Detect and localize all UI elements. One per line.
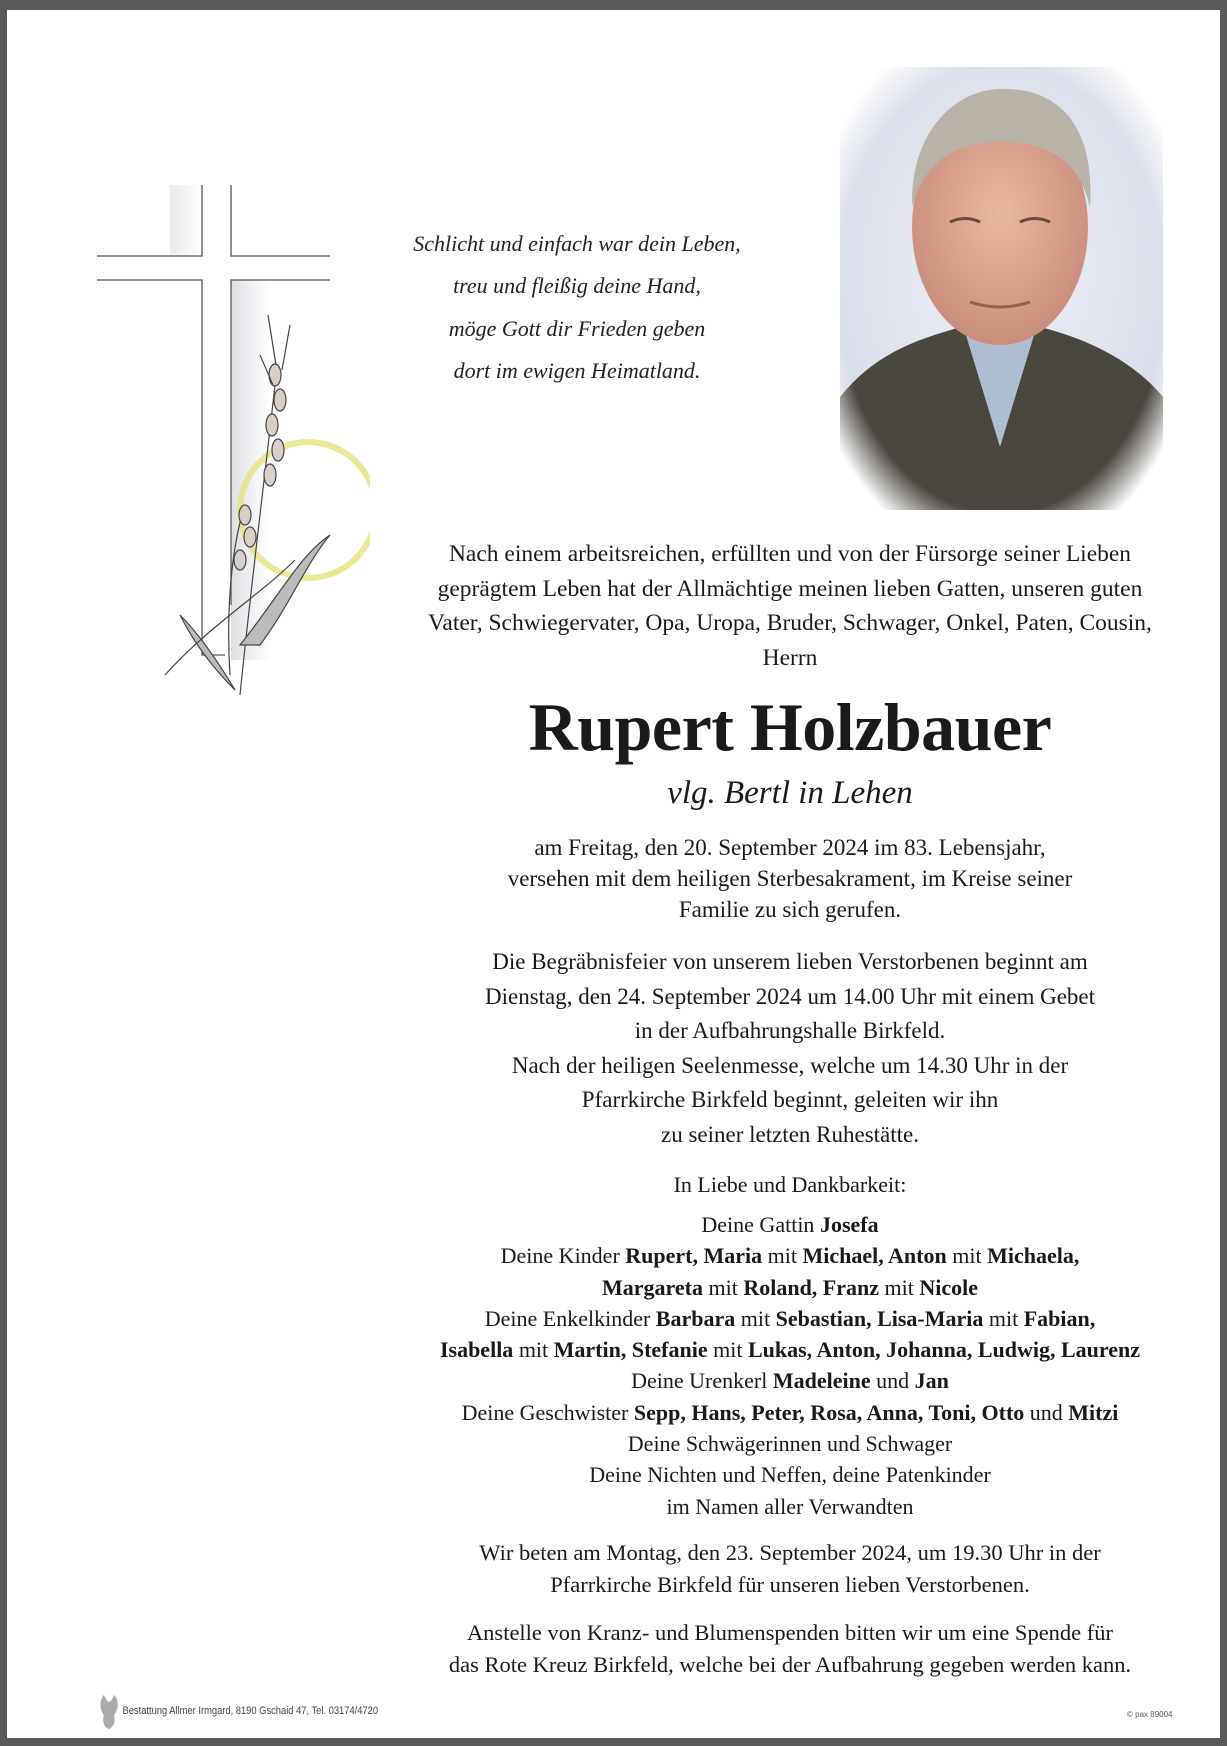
family-member-name: Sebastian, Lisa-Maria [775, 1305, 984, 1331]
family-relation-text: mit [702, 1274, 744, 1300]
poem-line: möge Gott dir Frieden geben [448, 315, 706, 341]
family-relation-text: Deine Kinder [500, 1243, 626, 1269]
family-line [403, 1491, 1177, 1522]
funeral-line: Pfarrkirche Birkfeld beginnt, geleiten wir ihn [581, 1087, 999, 1112]
angel-logo-icon [97, 1691, 123, 1731]
family-line [403, 1303, 1177, 1334]
funeral-line: Die Begräbnisfeier von unserem lieben Verstorbenen beginnt am [492, 949, 1088, 974]
family-line [403, 1365, 1177, 1396]
obituary-page [7, 10, 1220, 1738]
prayer-line: Pfarrkirche Birkfeld für unseren lieben Verstorbenen. [550, 1571, 1030, 1597]
family-relation-text: Deine Enkelkinder [484, 1305, 656, 1331]
family-relation-text: Deine Geschwister [461, 1399, 634, 1425]
portrait-photo [840, 67, 1163, 510]
family-relation-text: mit [946, 1243, 988, 1269]
family-member-name: Sepp, Hans, Peter, Rosa, Anna, Toni, Otto [633, 1399, 1025, 1425]
family-relation-text: mit [735, 1305, 776, 1331]
copyright-mark: © pax 89004 [1127, 1710, 1173, 1719]
funeral-info [403, 945, 1177, 1152]
intro-line: Vater, Schwiegervater, Opa, Uropa, Bruder, Schwager, Onkel, Paten, Cousin, [428, 610, 1152, 636]
intro-line: Nach einem arbeitsreichen, erfüllten und von der Fürsorge seiner Lieben [448, 541, 1132, 567]
family-member-name: Jan [914, 1368, 949, 1394]
death-line: Familie zu sich gerufen. [678, 897, 902, 922]
family-member-name: Madeleine [772, 1368, 871, 1394]
family-member-name: Lukas, Anton, Johanna, Ludwig, Laurenz [747, 1337, 1141, 1363]
intro-line: Herrn [762, 644, 818, 671]
death-line: versehen mit dem heiligen Sterbesakrament, im Kreise seiner [507, 866, 1073, 891]
family-relation-text: mit [983, 1305, 1024, 1331]
poem-line: treu und fleißig deine Hand, [453, 273, 701, 299]
prayer-line: Wir beten am Montag, den 23. September 2024, um 19.30 Uhr in der [479, 1540, 1101, 1565]
family-relation-text: Deine Gattin [701, 1212, 820, 1237]
family-relation-text: mit [879, 1274, 920, 1300]
family-member-name: Margareta [601, 1274, 703, 1300]
death-notice [403, 832, 1177, 925]
family-line [403, 1334, 1177, 1365]
poem-line: Schlicht und einfach war dein Leben, [413, 231, 741, 256]
funeral-home-footer [97, 1691, 378, 1731]
deceased-nickname: vlg. Bertl in Lehen [667, 775, 913, 811]
family-line [403, 1397, 1177, 1428]
intro-line: geprägtem Leben hat der Allmächtige meinen lieben Gatten, unseren guten [437, 575, 1143, 602]
family-relation-text: im Namen aller Verwandten [666, 1493, 914, 1519]
family-line [403, 1240, 1177, 1271]
thanks-heading: In Liebe und Dankbarkeit: [673, 1172, 907, 1197]
family-relation-text: Deine Schwägerinnen und Schwager [627, 1431, 953, 1457]
death-line: am Freitag, den 20. September 2024 im 83. Lebensjahr, [534, 835, 1046, 860]
funeral-home-address: Bestattung Allmer Irmgard, 8190 Gschaid 47, Tel. 03174/4720 [122, 1705, 379, 1717]
family-line [403, 1209, 1177, 1240]
family-list [403, 1209, 1177, 1522]
family-line [403, 1428, 1177, 1459]
funeral-line: Dienstag, den 24. September 2024 um 14.00 Uhr mit einem Gebet [484, 983, 1096, 1009]
intro-text [403, 537, 1177, 675]
family-member-name: Roland, Franz [743, 1274, 880, 1300]
deceased-name: Rupert Holzbauer [528, 689, 1052, 765]
donation-line: Anstelle von Kranz- und Blumenspenden bitten wir um eine Spende für [466, 1620, 1114, 1645]
family-relation-text: mit [707, 1337, 748, 1363]
family-relation-text: Deine Urenkerl [631, 1368, 773, 1394]
family-relation-text: mit [513, 1337, 554, 1363]
cross-with-wheat-illustration [90, 175, 370, 695]
funeral-line: zu seiner letzten Ruhestätte. [660, 1121, 919, 1147]
family-relation-text: mit [762, 1243, 803, 1269]
funeral-line: Nach der heiligen Seelenmesse, welche um 14.30 Uhr in der [511, 1052, 1069, 1078]
family-member-name: Josefa [819, 1212, 879, 1237]
family-member-name: Mitzi [1068, 1399, 1119, 1425]
family-member-name: Michael, Anton [802, 1243, 947, 1269]
poem [367, 223, 787, 392]
poem-line: dort im ewigen Heimatland. [453, 357, 701, 383]
family-member-name: Isabella [439, 1337, 514, 1363]
funeral-line: in der Aufbahrungshalle Birkfeld. [634, 1018, 946, 1043]
family-line [403, 1272, 1177, 1303]
family-member-name: Nicole [919, 1274, 979, 1300]
family-member-name: Michaela, [987, 1243, 1080, 1269]
family-line [403, 1459, 1177, 1490]
donation-info [403, 1617, 1177, 1681]
family-member-name: Fabian, [1023, 1305, 1096, 1331]
family-member-name: Rupert, Maria [625, 1243, 763, 1269]
family-relation-text: und [1024, 1399, 1069, 1425]
family-relation-text: Deine Nichten und Neffen, deine Patenkinder [589, 1462, 991, 1488]
family-member-name: Martin, Stefanie [553, 1337, 708, 1363]
family-member-name: Barbara [655, 1305, 736, 1331]
family-relation-text: und [870, 1368, 915, 1394]
prayer-info [403, 1537, 1177, 1600]
donation-line: das Rote Kreuz Birkfeld, welche bei der Aufbahrung gegeben werden kann. [448, 1652, 1132, 1677]
